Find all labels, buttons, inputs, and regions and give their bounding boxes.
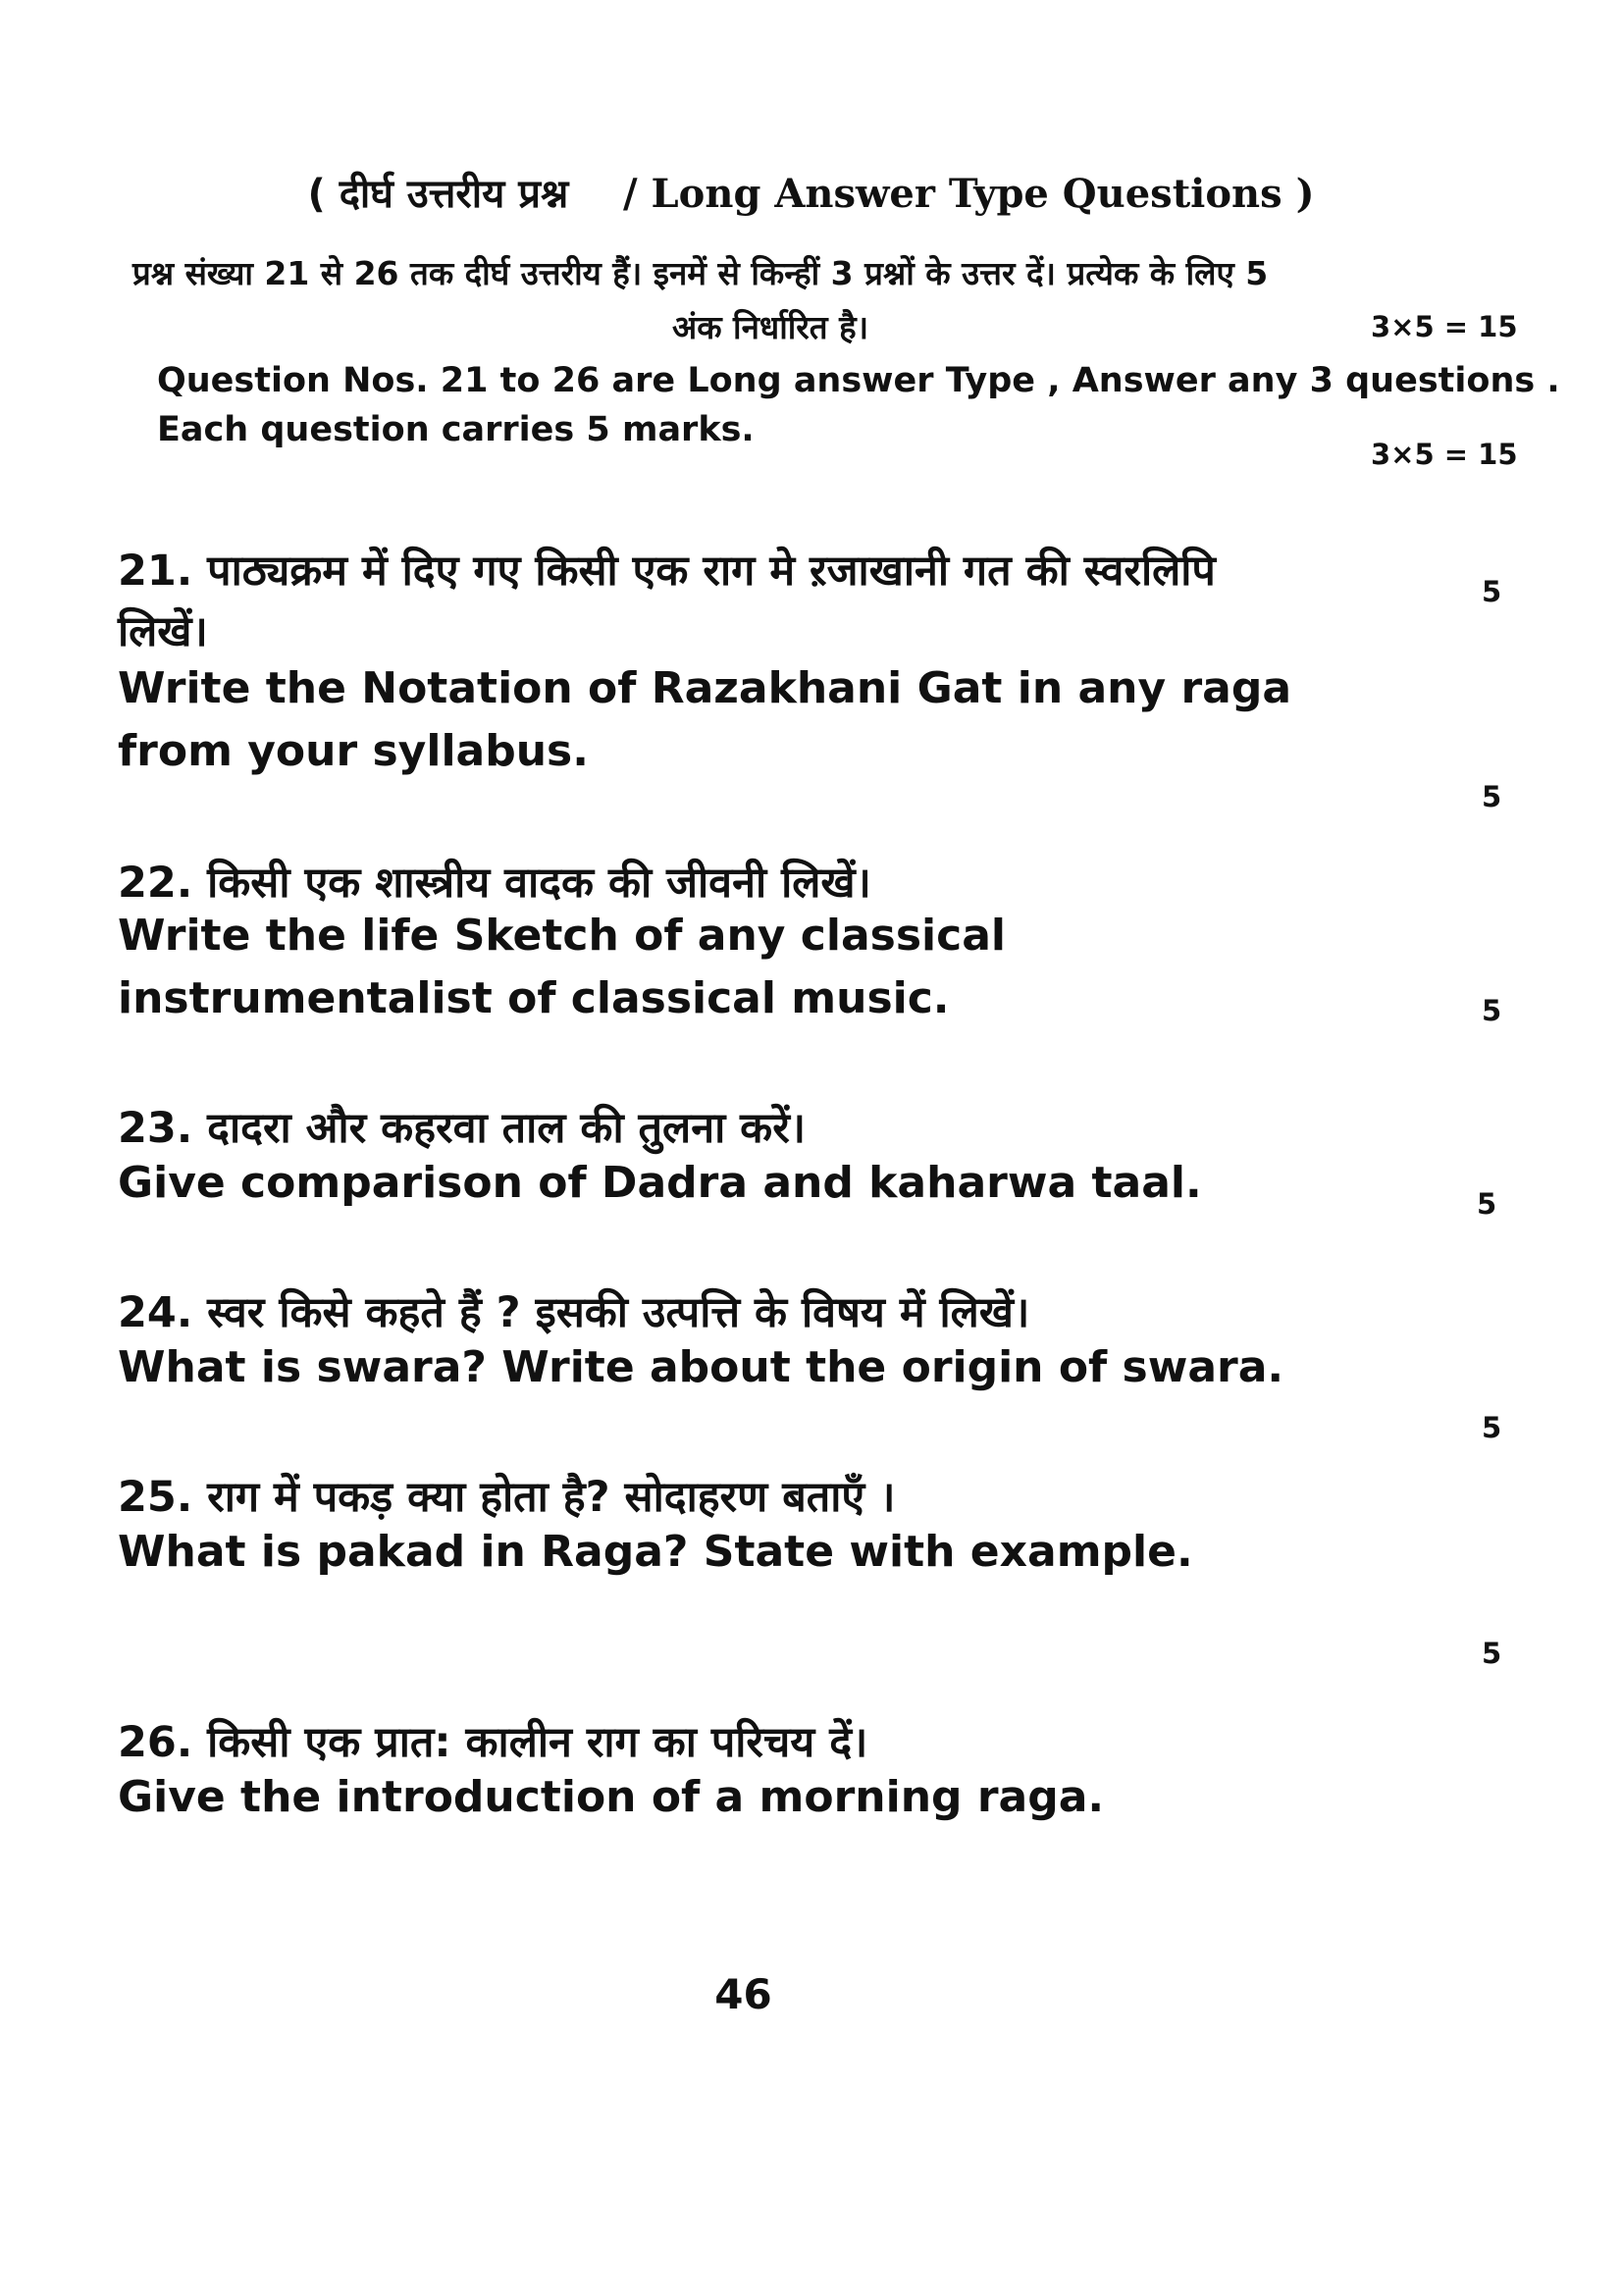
question-22-hindi: 22. किसी एक शास्त्रीय वादक की जीवनी लिखें। (118, 859, 871, 908)
question-23-english: Give comparison of Dadra and kaharwa taal. (118, 1158, 1202, 1208)
page-number: 46 (714, 1970, 772, 2018)
question-21-english: Write the Notation of Razakhani Gat in any raga from your syllabus. (118, 663, 1292, 776)
hindi-total-marks: 3×5 = 15 (1371, 310, 1518, 343)
section-title-english: / Long Answer Type Questions ) (623, 171, 1315, 217)
question-26-marks: 5 (1482, 1637, 1502, 1670)
instructions-hindi-line2: अंक निर्धारित है। (672, 308, 869, 346)
question-24-marks: 5 (1477, 1187, 1497, 1221)
question-25-english: What is pakad in Raga? State with example. (118, 1527, 1193, 1577)
instructions-hindi-line1: प्रश्न संख्या 21 से 26 तक दीर्घ उत्तरीय हैं। इनमें से किन्हीं 3 प्रश्नों के उत्तर दें। प्रत्येक के लिए 5 (132, 254, 1269, 292)
english-total-marks: 3×5 = 15 (1371, 438, 1518, 471)
question-24-english: What is swara? Write about the origin of swara. (118, 1342, 1284, 1392)
question-23-marks: 5 (1482, 994, 1502, 1027)
section-heading (0, 165, 1622, 219)
question-25-marks: 5 (1482, 1411, 1502, 1444)
question-26-hindi: 26. किसी एक प्रात: कालीन राग का परिचय दें। (118, 1718, 868, 1767)
section-title-hindi: ( दीर्घ उत्तरीय प्रश्न (307, 172, 569, 217)
instructions-english-line2: Each question carries 5 marks. (157, 410, 755, 449)
instructions-english-line1: Question Nos. 21 to 26 are Long answer Type , Answer any 3 questions . (157, 361, 1560, 400)
question-21-hindi-line2: लिखें। (118, 607, 208, 656)
question-22-english: Write the life Sketch of any classical instrumentalist of classical music. (118, 911, 1006, 1023)
question-26-english: Give the introduction of a morning raga. (118, 1772, 1105, 1822)
question-21-marks: 5 (1482, 575, 1502, 608)
question-24-hindi: 24. स्वर किसे कहते हैं ? इसकी उत्पत्ति के विषय में लिखें। (118, 1288, 1030, 1337)
question-21-hindi-line1: 21. पाठ्यक्रम में दिए गए किसी एक राग मे ऱजाखानी गत की स्वरलिपि (118, 547, 1216, 596)
question-23-hindi: 23. दादरा और कहरवा ताल की तुलना करें। (118, 1104, 807, 1153)
question-22-marks: 5 (1482, 780, 1502, 813)
question-25-hindi: 25. राग में पकड़ क्या होता है? सोदाहरण बताएँ । (118, 1473, 896, 1522)
